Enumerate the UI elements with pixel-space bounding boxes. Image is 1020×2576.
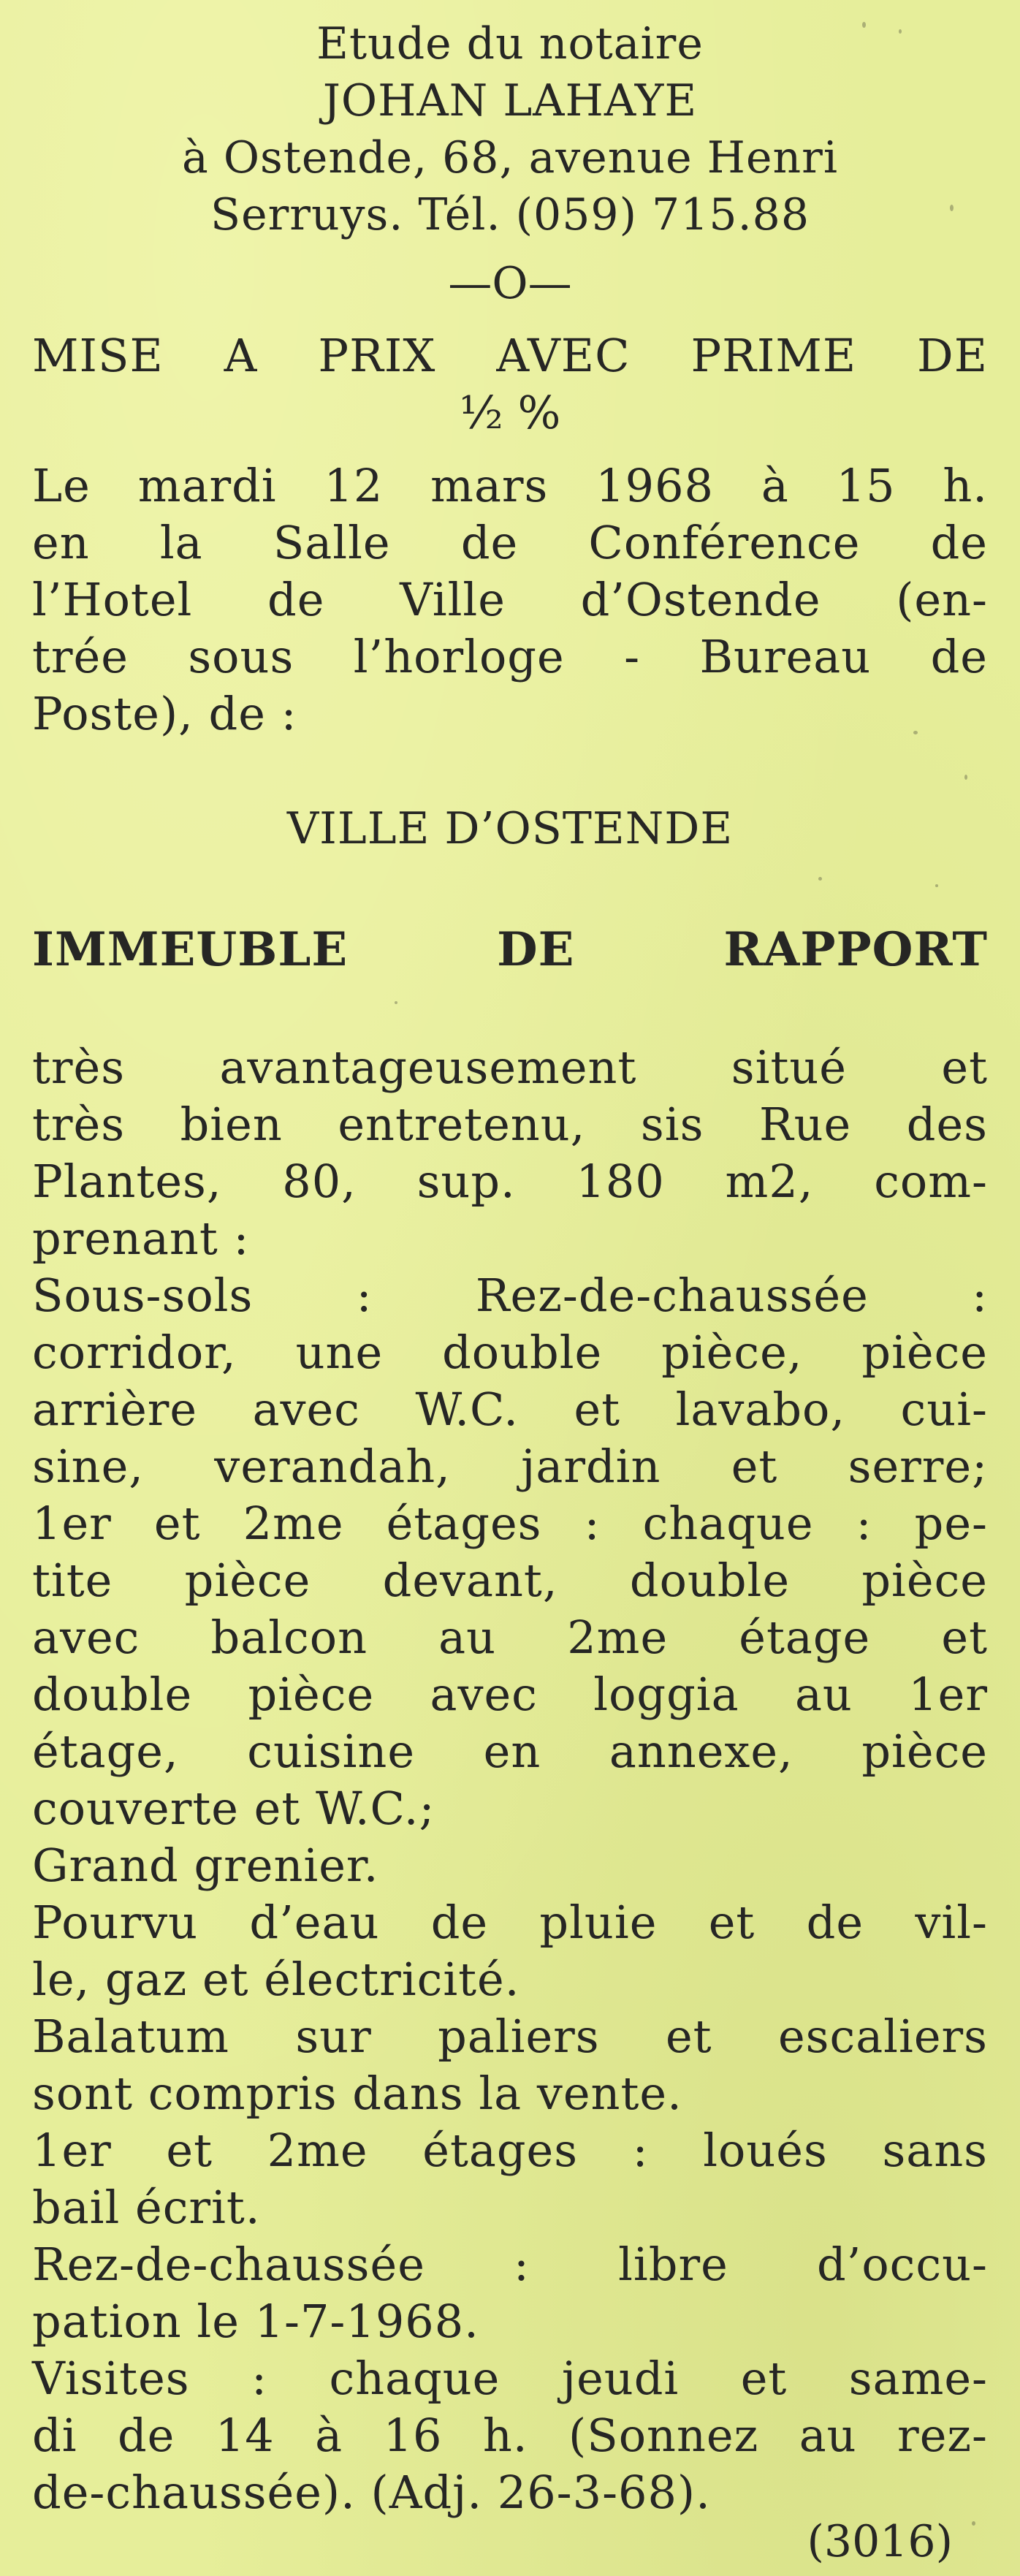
print-speck	[950, 205, 954, 211]
notary-address: à Ostende, 68, avenue Henri	[181, 132, 839, 183]
print-speck	[862, 22, 866, 28]
description-line: Pourvu d’eau de pluie et de vil-	[32, 1896, 988, 1949]
description-line: de-chaussée). (Adj. 26-3-68).	[32, 2466, 711, 2519]
description-line: corridor, une double pièce, pièce	[32, 1326, 988, 1379]
description-line: Plantes, 80, sup. 180 m2, com-	[32, 1155, 988, 1208]
print-speck	[972, 2521, 975, 2526]
print-speck	[964, 775, 967, 780]
description-line: Rez-de-chaussée : libre d’occu-	[32, 2238, 988, 2291]
description-line: 1er et 2me étages : chaque : pe-	[32, 1497, 988, 1550]
sale-heading: MISE A PRIX AVEC PRIME DE	[32, 329, 988, 382]
description-line: Balatum sur paliers et escaliers	[32, 2010, 988, 2063]
description-line: Visites : chaque jeudi et same-	[32, 2352, 988, 2405]
intro-line: l’Hotel de Ville d’Ostende (en-	[32, 573, 988, 626]
intro-line: trée sous l’horloge - Bureau de	[32, 630, 988, 683]
property-title: IMMEUBLE DE RAPPORT	[32, 922, 988, 977]
location-heading: VILLE D’OSTENDE	[286, 803, 734, 854]
description-line: tite pièce devant, double pièce	[32, 1554, 988, 1607]
description-line: prenant :	[32, 1212, 250, 1265]
description-line: Grand grenier.	[32, 1839, 379, 1892]
description-line: bail écrit.	[32, 2181, 261, 2234]
print-speck	[899, 29, 902, 34]
notary-name: JOHAN LAHAYE	[322, 75, 698, 126]
sale-premium: ½ %	[459, 386, 561, 439]
description-line: di de 14 à 16 h. (Sonnez au rez-	[32, 2409, 988, 2462]
description-line: sont compris dans la vente.	[32, 2067, 682, 2120]
print-speck	[935, 884, 938, 887]
description-line: sine, verandah, jardin et serre;	[32, 1440, 988, 1493]
description-line: étage, cuisine en annexe, pièce	[32, 1725, 988, 1778]
notary-phone: Serruys. Tél. (059) 715.88	[210, 189, 810, 240]
description-line: Sous-sols : Rez-de-chaussée :	[32, 1269, 988, 1322]
description-line: avec balcon au 2me étage et	[32, 1611, 988, 1664]
description-line: très avantageusement situé et	[32, 1041, 988, 1094]
intro-line: en la Salle de Conférence de	[32, 516, 988, 569]
separator: —O—	[448, 258, 572, 309]
description-line: 1er et 2me étages : loués sans	[32, 2124, 988, 2177]
notary-office-line: Etude du notaire	[316, 18, 704, 69]
description-line: couverte et W.C.;	[32, 1782, 435, 1835]
print-speck	[395, 1001, 397, 1004]
print-speck	[818, 877, 822, 881]
intro-line: Le mardi 12 mars 1968 à 15 h.	[32, 459, 988, 512]
intro-line: Poste), de :	[32, 687, 297, 740]
reference-number: (3016)	[807, 2516, 953, 2567]
description-line: très bien entretenu, sis Rue des	[32, 1098, 988, 1151]
description-line: pation le 1-7-1968.	[32, 2295, 479, 2348]
print-speck	[913, 731, 918, 734]
description-line: le, gaz et électricité.	[32, 1953, 520, 2006]
description-line: double pièce avec loggia au 1er	[32, 1668, 988, 1721]
description-line: arrière avec W.C. et lavabo, cui-	[32, 1383, 988, 1436]
